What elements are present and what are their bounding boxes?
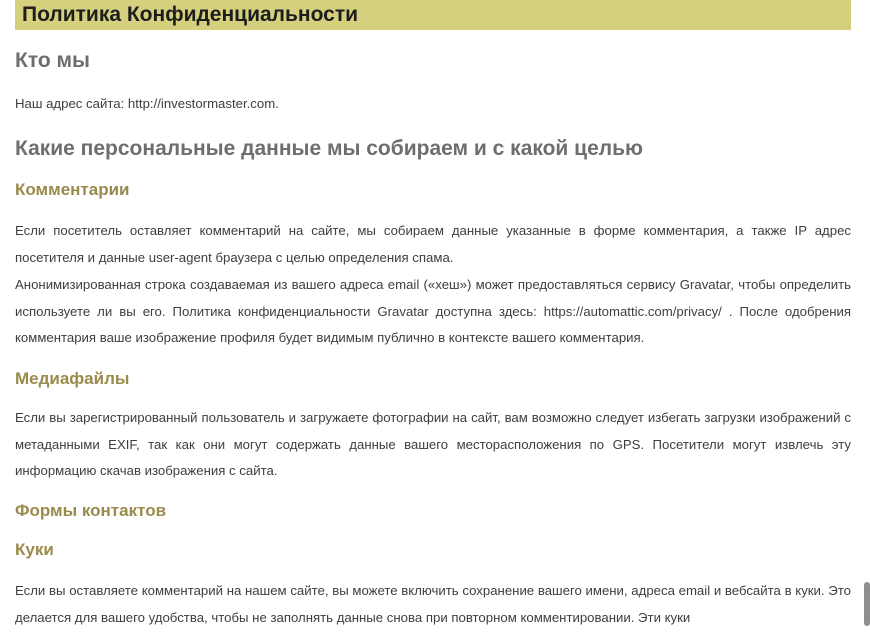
site-address-text: Наш адрес сайта: http://investormaster.com. — [15, 96, 279, 111]
heading-what-data: Какие персональные данные мы собираем и с какой целью — [15, 137, 643, 160]
heading-media: Медиафайлы — [15, 369, 130, 388]
page-title-bar — [15, 0, 851, 30]
media-paragraph-1: Если вы зарегистрированный пользователь и загружаете фотографии на сайт, вам возможно следует избегать загрузки изображений с метаданными EXIF, так как они могут содержать данные вашего месторасположения по GPS. Посетители могут извлечь эту информацию скачав изображения с сайта. — [15, 410, 851, 478]
page-title: Политика Конфиденциальности — [22, 3, 359, 26]
scrollbar-thumb[interactable] — [864, 582, 870, 626]
privacy-policy-page — [15, 0, 851, 625]
comments-paragraph-2: Анонимизированная строка создаваемая из вашего адреса email («хеш») может предоставляться сервису Gravatar, чтобы определить используете ли вы его. Политика конфиденциальности Gravatar доступна здесь: https://automattic.com/privacy/ . После одобрения комментария ваше изображение профиля будет видимым публично в контексте вашего комментария. — [15, 277, 851, 345]
cookies-paragraph-1: Если вы оставляете комментарий на нашем сайте, вы можете включить сохранение вашего имени, адреса email и вебсайта в куки. Это делается для вашего удобства, чтобы не заполнять данные снова при повторном комментировании. Эти куки — [15, 583, 851, 625]
comments-paragraph-1: Если посетитель оставляет комментарий на сайте, мы собираем данные указанные в форме комментария, а также IP адрес посетителя и данные user-agent браузера с целью определения спама. — [15, 223, 851, 265]
heading-cookies: Куки — [15, 540, 54, 559]
heading-comments: Комментарии — [15, 180, 130, 199]
heading-contact-forms: Формы контактов — [15, 501, 167, 520]
heading-who-we-are: Кто мы — [15, 49, 90, 72]
